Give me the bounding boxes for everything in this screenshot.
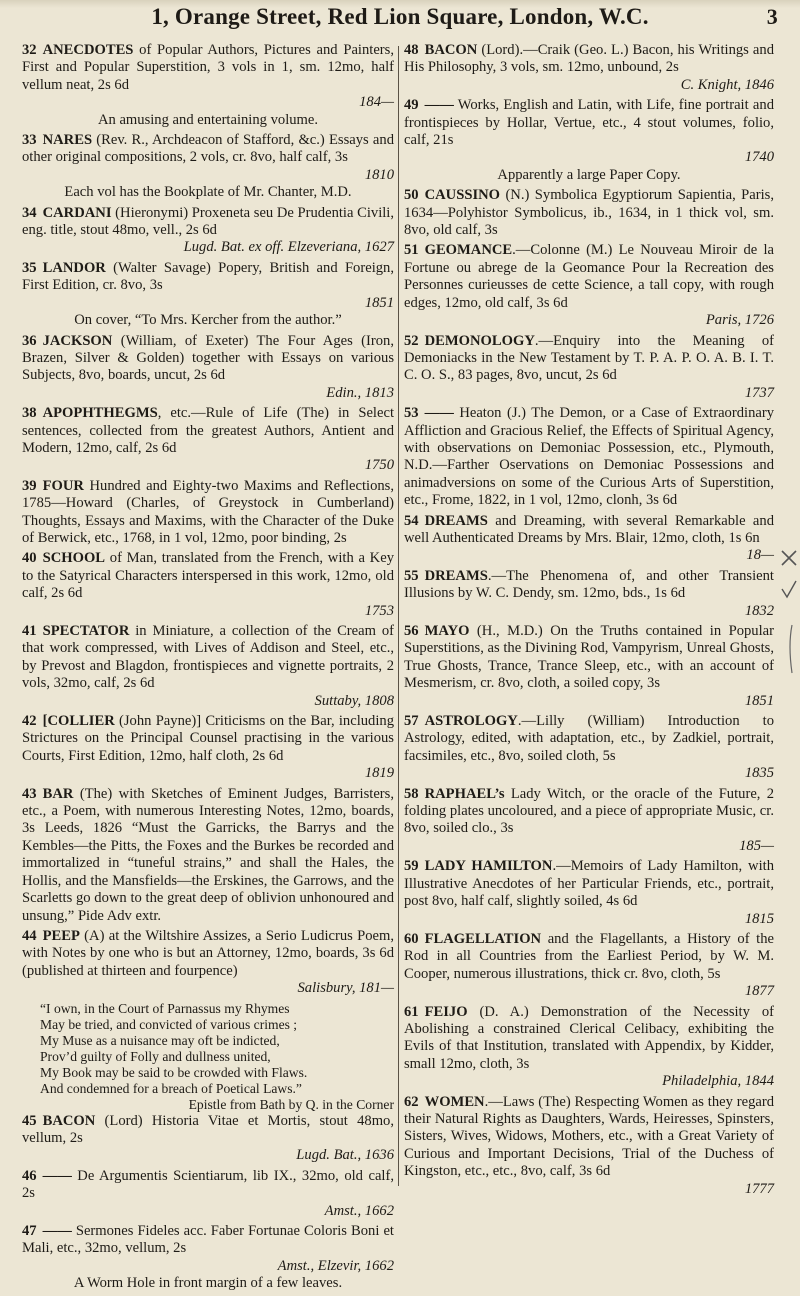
entry-heading: —— bbox=[424, 405, 454, 422]
entry-description: (John Payne)] Criticisms on the Bar, including Strictures on the Principal Counsel practising in the various Courts, First Edition, 12mo, half cloth, 2s 6d bbox=[22, 713, 394, 764]
entry-number: 32 bbox=[22, 42, 37, 58]
entry-imprint: 1815 bbox=[744, 910, 774, 927]
verse-line: My Muse as a nuisance may oft be indicted, bbox=[40, 1032, 280, 1048]
entry-number: 61 bbox=[404, 1003, 419, 1020]
entry-imprint: Lugd. Bat. ex off. Elzeveriana, 1627 bbox=[183, 239, 394, 256]
entry-number: 54 bbox=[404, 512, 419, 529]
entry-heading: —— bbox=[42, 1222, 72, 1239]
entry-imprint: C. Knight, 1846 bbox=[680, 76, 774, 93]
catalogue-entry bbox=[22, 205, 394, 257]
left-column bbox=[22, 42, 394, 1296]
entry-description: and the Flagellants, a History of the Rod in all Countries from the Earliest Period, by W. M. Cooper, numerous illustrations, thick cr. 8vo, cloth, 5s bbox=[404, 930, 774, 982]
entry-number: 58 bbox=[404, 785, 419, 802]
entry-number: 45 bbox=[22, 1112, 37, 1129]
entry-description: and Dreaming, with several Remarkable and well Authenticated Dreams by Mrs. Blair, 12mo, cloth, 1s 6n bbox=[404, 512, 774, 546]
entry-number: 33 bbox=[22, 132, 37, 149]
verse-quote bbox=[22, 1001, 394, 1113]
entry-number: 38 bbox=[22, 405, 37, 422]
entry-description: (D. A.) Demonstration of the Necessity of Abolishing a constrained Clerical Celibacy, exhibiting the Evils of that Institution, translated with Appendix, by Kidder, small 12mo, cloth, 3s bbox=[404, 1003, 774, 1072]
catalogue-entry bbox=[22, 1168, 394, 1220]
catalogue-entry bbox=[404, 333, 774, 403]
catalogue-entry bbox=[404, 623, 774, 710]
catalogue-entry bbox=[22, 623, 394, 710]
entry-heading: SPECTATOR bbox=[42, 623, 130, 639]
entry-description: .—Enquiry into the Meaning of Demoniacks in the New Testament by T. P. A. P. O. A. B. I. T. C. O. S., 83 pages, 8vo, uncut, 2s 6d bbox=[404, 332, 774, 384]
catalogue-entry bbox=[22, 786, 394, 925]
entry-description: .—Memoirs of Lady Hamilton, with Illustrative Anecdotes of her Particular Friends, etc., portrait, post 8vo, half calf, slightly soiled, 4s 6d bbox=[404, 858, 774, 910]
entry-description: De Argumentis Scientiarum, lib IX., 32mo, old calf, 2s bbox=[22, 1167, 394, 1202]
entry-imprint: 1810 bbox=[364, 166, 394, 183]
catalogue-entry bbox=[404, 97, 774, 184]
entry-heading: MAYO bbox=[424, 623, 470, 639]
catalogue-entry bbox=[22, 1223, 394, 1293]
entry-imprint: 1851 bbox=[364, 294, 394, 311]
entry-description: .—Laws (The) Respecting Women as they regard their Natural Rights as Daughters, Wards, Heiresses, Spinsters, Sisters, Wives, Widows, Mothers, etc., with a Great Variety of Curious and Important Decisions, Trial of the Duchess of Kingston, etc., etc., 8vo, calf, 3s 6d bbox=[404, 1093, 774, 1180]
catalogue-entry bbox=[22, 478, 394, 548]
entry-heading: RAPHAEL’s bbox=[424, 785, 505, 802]
entry-number: 42 bbox=[22, 713, 37, 730]
entry-heading: FOUR bbox=[42, 477, 84, 494]
catalogue-entry bbox=[404, 713, 774, 783]
entry-heading: DREAMS bbox=[424, 512, 488, 529]
entry-heading: LADY HAMILTON bbox=[424, 858, 553, 875]
catalogue-entry bbox=[22, 260, 394, 330]
entry-heading: PEEP bbox=[42, 927, 80, 944]
entry-description: Lady Witch, or the oracle of the Future, 2 folding plates uncoloured, and a piece of appropriate Music, cr. 8vo, soiled clo., 3s bbox=[404, 785, 774, 837]
entry-heading: [COLLIER bbox=[42, 713, 115, 730]
entry-number: 56 bbox=[404, 623, 419, 639]
entry-heading: CARDANI bbox=[42, 204, 112, 221]
entry-imprint: 18— bbox=[746, 547, 774, 564]
entry-description: of Man, translated from the French, with a Key to the Satyrical Characters interspersed in this work, 12mo, old calf, 2s 6d bbox=[22, 550, 394, 602]
entry-description: (Walter Savage) Popery, British and Foreign, First Edition, cr. 8vo, 3s bbox=[22, 259, 394, 294]
entry-description: (N.) Symbolica Egyptiorum Sapientia, Paris, 1634—Polyhistor Symbolicus, ib., 1634, in 1 thick vol, sm. 8vo, old calf, 3s bbox=[404, 187, 774, 239]
entry-imprint: 1737 bbox=[744, 384, 774, 401]
entry-description: Heaton (J.) The Demon, or a Case of Extraordinary Affliction and Gracious Relief, the Effects of Spiritual Agency, with observations on Demoniac Possession, etc., Plymouth, N.D.—Farther Oservations on Demoniac Possessions and animadversions on some of the Curious Arts of Superstition, etc., Frome, 1822, in 1 vol, 12mo, clonh, 3s 6d bbox=[404, 405, 774, 509]
catalogue-entry bbox=[22, 1113, 394, 1165]
entry-imprint: Amst., Elzevir, 1662 bbox=[277, 1257, 394, 1274]
catalogue-entry bbox=[404, 1094, 774, 1198]
verse-line: My Book may be said to be crowded with Flaws. bbox=[40, 1064, 308, 1080]
entry-heading: —— bbox=[42, 1167, 72, 1184]
entry-number: 47 bbox=[22, 1222, 37, 1239]
catalogue-entry bbox=[22, 550, 394, 620]
entry-number: 41 bbox=[22, 623, 37, 639]
verse-line: “I own, in the Court of Parnassus my Rhymes bbox=[40, 1000, 290, 1016]
entry-description: (The) with Sketches of Eminent Judges, Barristers, etc., a Poem, with numerous Interesting Notes, 12mo, boards, 3s Leeds, 1826 “Must the Garricks, the Barrys and the Kembles—the Pitts, the Foxes and the Burkes be recorded and immortalized in “tuneful strains,” and shall the Hales, the Hollis, and the Mansfields—the Erskines, the Garrows, and the Scarletts go down to the great deep of oblivion unhonoured and unsung,” Pide Adv extr. bbox=[22, 785, 394, 924]
entry-imprint: 1877 bbox=[744, 983, 774, 1000]
catalogue-entry bbox=[22, 405, 394, 475]
entry-imprint: Edin., 1813 bbox=[326, 384, 394, 401]
entry-number: 57 bbox=[404, 713, 419, 730]
entry-description: (Rev. R., Archdeacon of Stafford, &c.) Essays and other original compositions, 2 vols, cr. 8vo, half calf, 3s bbox=[22, 132, 394, 166]
entry-description: .—The Phenomena of, and other Transient Illusions by W. C. Dendy, sm. 12mo, bds., 1s 6d bbox=[404, 567, 774, 602]
entry-heading: BAR bbox=[42, 785, 74, 802]
entry-heading: FLAGELLATION bbox=[424, 930, 542, 947]
entry-imprint: 184— bbox=[359, 94, 394, 111]
catalogue-entry bbox=[404, 858, 774, 928]
entry-description: Sermones Fideles acc. Faber Fortunae Coloris Boni et Mali, etc., 32mo, vellum, 2s bbox=[22, 1222, 394, 1257]
catalogue-entry bbox=[22, 333, 394, 403]
entry-number: 44 bbox=[22, 927, 37, 944]
entry-imprint: 1832 bbox=[744, 602, 774, 619]
entry-description: (Hieronymi) Proxeneta seu De Prudentia Civili, eng. title, stout 48mo, vell., 2s 6d bbox=[22, 204, 395, 239]
verse-line: And condemned for a breach of Poetical Laws.” bbox=[40, 1080, 302, 1096]
entry-description: .—Colonne (M.) Le Nouveau Miroir de la Fortune ou abrege de la Geomance Pour la Recreation des Personnes curieusses de cette Science, a tall copy, with rough edges, 12mo, old calf, 3s 6d bbox=[404, 242, 774, 311]
entry-heading: GEOMANCE bbox=[424, 242, 513, 259]
entry-description: (William, of Exeter) The Four Ages (Iron, Brazen, Silver & Golden) together with Essays on various Subjects, 8vo, boards, uncut, 2s 6d bbox=[22, 332, 394, 384]
catalogue-entry bbox=[404, 786, 774, 856]
entry-number: 50 bbox=[404, 187, 419, 204]
catalogue-entry bbox=[404, 405, 774, 509]
entry-number: 49 bbox=[404, 97, 419, 114]
entry-number: 53 bbox=[404, 405, 419, 422]
entry-heading: APOPHTHEGMS bbox=[42, 405, 158, 422]
entry-description: , etc.—Rule of Life (The) in Select sentences, collected from the greatest Authors, Antient and Modern, 12mo, calf, 2s 6d bbox=[22, 405, 394, 456]
entry-number: 43 bbox=[22, 785, 37, 802]
entry-imprint: Salisbury, 181— bbox=[297, 980, 394, 997]
right-column bbox=[404, 42, 774, 1201]
entry-description: (H., M.D.) On the Truths contained in Popular Superstitions, as the Divining Rod, Vampyrism, Unreal Ghosts, True Ghosts, Trance, Trance Sleep, etc., with an account of Mesmerism, cr. 8vo, cloth, a soiled copy, 3s bbox=[404, 623, 774, 692]
entry-heading: LANDOR bbox=[42, 259, 106, 276]
entry-description: (Lord).—Craik (Geo. L.) Bacon, his Writings and His Philosophy, 3 vols, sm. 12mo, unbound, 2s bbox=[404, 42, 774, 76]
catalogue-entry bbox=[404, 242, 774, 329]
catalogue-entry bbox=[404, 42, 774, 94]
entry-heading: WOMEN bbox=[424, 1093, 485, 1110]
entry-number: 60 bbox=[404, 930, 419, 947]
entry-number: 36 bbox=[22, 332, 37, 349]
entry-description: in Miniature, a collection of the Cream of that work compressed, with Lives of Addison and Steel, etc., by Prevost and Blagdon, frontispieces and vignette portraits, 2 vols, 32mo, calf, 2s 6d bbox=[22, 623, 394, 692]
entry-number: 62 bbox=[404, 1093, 419, 1110]
entry-description: Hundred and Eighty-two Maxims and Reflections, 1785—Howard (Charles, of Greystock in Cumberland) Thoughts, Essays and Maxims, with the Character of the Duke of Berwick, etc., 1768, in 1 vol, 12mo, poor binding, 2s bbox=[22, 477, 394, 546]
entry-heading: ANECDOTES bbox=[42, 42, 134, 58]
publisher-address: 1, Orange Street, Red Lion Square, London, W.C. bbox=[151, 4, 649, 29]
entry-heading: CAUSSINO bbox=[424, 187, 501, 204]
entry-number: 40 bbox=[22, 550, 37, 567]
entry-note: A Worm Hole in front margin of a few leaves. bbox=[73, 1275, 343, 1292]
column-divider bbox=[398, 46, 399, 1186]
verse-line: Epistle from Bath by Q. in the Corner bbox=[188, 1096, 394, 1112]
entry-number: 46 bbox=[22, 1167, 37, 1184]
entry-number: 34 bbox=[22, 204, 37, 221]
entry-imprint: 1819 bbox=[364, 765, 394, 782]
catalogue-entry bbox=[22, 42, 394, 129]
verse-line: May be tried, and convicted of various crimes ; bbox=[40, 1016, 298, 1032]
entry-heading: SCHOOL bbox=[42, 550, 106, 567]
verse-line: Prov’d guilty of Folly and dullness united, bbox=[40, 1048, 271, 1064]
entry-heading: JACKSON bbox=[42, 332, 113, 349]
entry-description: (A) at the Wiltshire Assizes, a Serio Ludicrus Poem, with Notes by one who is but an Attorney, 12mo, boards, 3s 6d (published at thirteen and fourpence) bbox=[22, 927, 394, 979]
page-header bbox=[0, 4, 800, 30]
entry-heading: FEIJO bbox=[424, 1003, 468, 1020]
entry-imprint: 1835 bbox=[744, 765, 774, 782]
catalogue-entry bbox=[22, 132, 394, 202]
pencil-marks bbox=[776, 545, 800, 675]
entry-imprint: 1753 bbox=[364, 602, 394, 619]
entry-imprint: 1851 bbox=[744, 692, 774, 709]
entry-description: (Lord) Historia Vitae et Mortis, stout 48mo, vellum, 2s bbox=[22, 1112, 394, 1146]
entry-imprint: 1750 bbox=[364, 457, 394, 474]
entry-number: 48 bbox=[404, 42, 419, 58]
entry-number: 39 bbox=[22, 477, 37, 494]
entry-imprint: Philadelphia, 1844 bbox=[662, 1073, 774, 1090]
entry-imprint: 1740 bbox=[744, 149, 774, 166]
entry-note: Apparently a large Paper Copy. bbox=[497, 166, 681, 183]
page-number: 3 bbox=[766, 4, 778, 29]
entry-note: Each vol has the Bookplate of Mr. Chanter, M.D. bbox=[64, 184, 352, 201]
catalogue-entry bbox=[22, 713, 394, 783]
entry-number: 51 bbox=[404, 242, 419, 259]
entry-heading: DREAMS bbox=[424, 567, 488, 584]
catalogue-entry bbox=[404, 568, 774, 620]
entry-description: .—Lilly (William) Introduction to Astrology, edited, with adaptation, etc., by Zadkiel, portrait, facsimiles, etc., 8vo, soiled cloth, 5s bbox=[404, 713, 774, 764]
bracket-mark-icon bbox=[790, 625, 792, 673]
entry-imprint: Suttaby, 1808 bbox=[314, 692, 394, 709]
entry-heading: —— bbox=[424, 97, 454, 114]
tick-mark-icon bbox=[782, 581, 796, 597]
entry-number: 35 bbox=[22, 259, 37, 276]
entry-imprint: 1777 bbox=[744, 1180, 774, 1197]
entry-imprint: 185— bbox=[739, 837, 774, 854]
catalogue-entry bbox=[404, 1004, 774, 1091]
entry-imprint: Paris, 1726 bbox=[705, 312, 774, 329]
entry-number: 55 bbox=[404, 567, 419, 584]
x-mark-icon bbox=[782, 551, 796, 565]
entry-heading: ASTROLOGY bbox=[424, 713, 518, 730]
catalogue-entry bbox=[404, 931, 774, 1001]
entry-heading: BACON bbox=[42, 1112, 96, 1129]
entry-description: of Popular Authors, Pictures and Painters, First and Popular Superstition, 3 vols in 1, sm. 12mo, half vellum neat, 2s 6d bbox=[22, 42, 394, 93]
entry-heading: NARES bbox=[42, 132, 93, 149]
entry-number: 52 bbox=[404, 332, 419, 349]
catalogue-entry bbox=[404, 513, 774, 565]
entry-note: On cover, “To Mrs. Kercher from the author.” bbox=[74, 312, 342, 329]
entry-imprint: Lugd. Bat., 1636 bbox=[296, 1147, 394, 1164]
entry-description: Works, English and Latin, with Life, fine portrait and frontispieces by Hollar, Vertue, etc., 4 stout volumes, folio, calf, 21s bbox=[404, 97, 774, 149]
entry-heading: BACON bbox=[424, 42, 478, 58]
entry-imprint: Amst., 1662 bbox=[324, 1202, 394, 1219]
entry-heading: DEMONOLOGY bbox=[424, 332, 535, 349]
catalogue-entry bbox=[22, 928, 394, 998]
catalogue-entry bbox=[404, 187, 774, 239]
entry-number: 59 bbox=[404, 858, 419, 875]
entry-note: An amusing and entertaining volume. bbox=[97, 111, 319, 128]
